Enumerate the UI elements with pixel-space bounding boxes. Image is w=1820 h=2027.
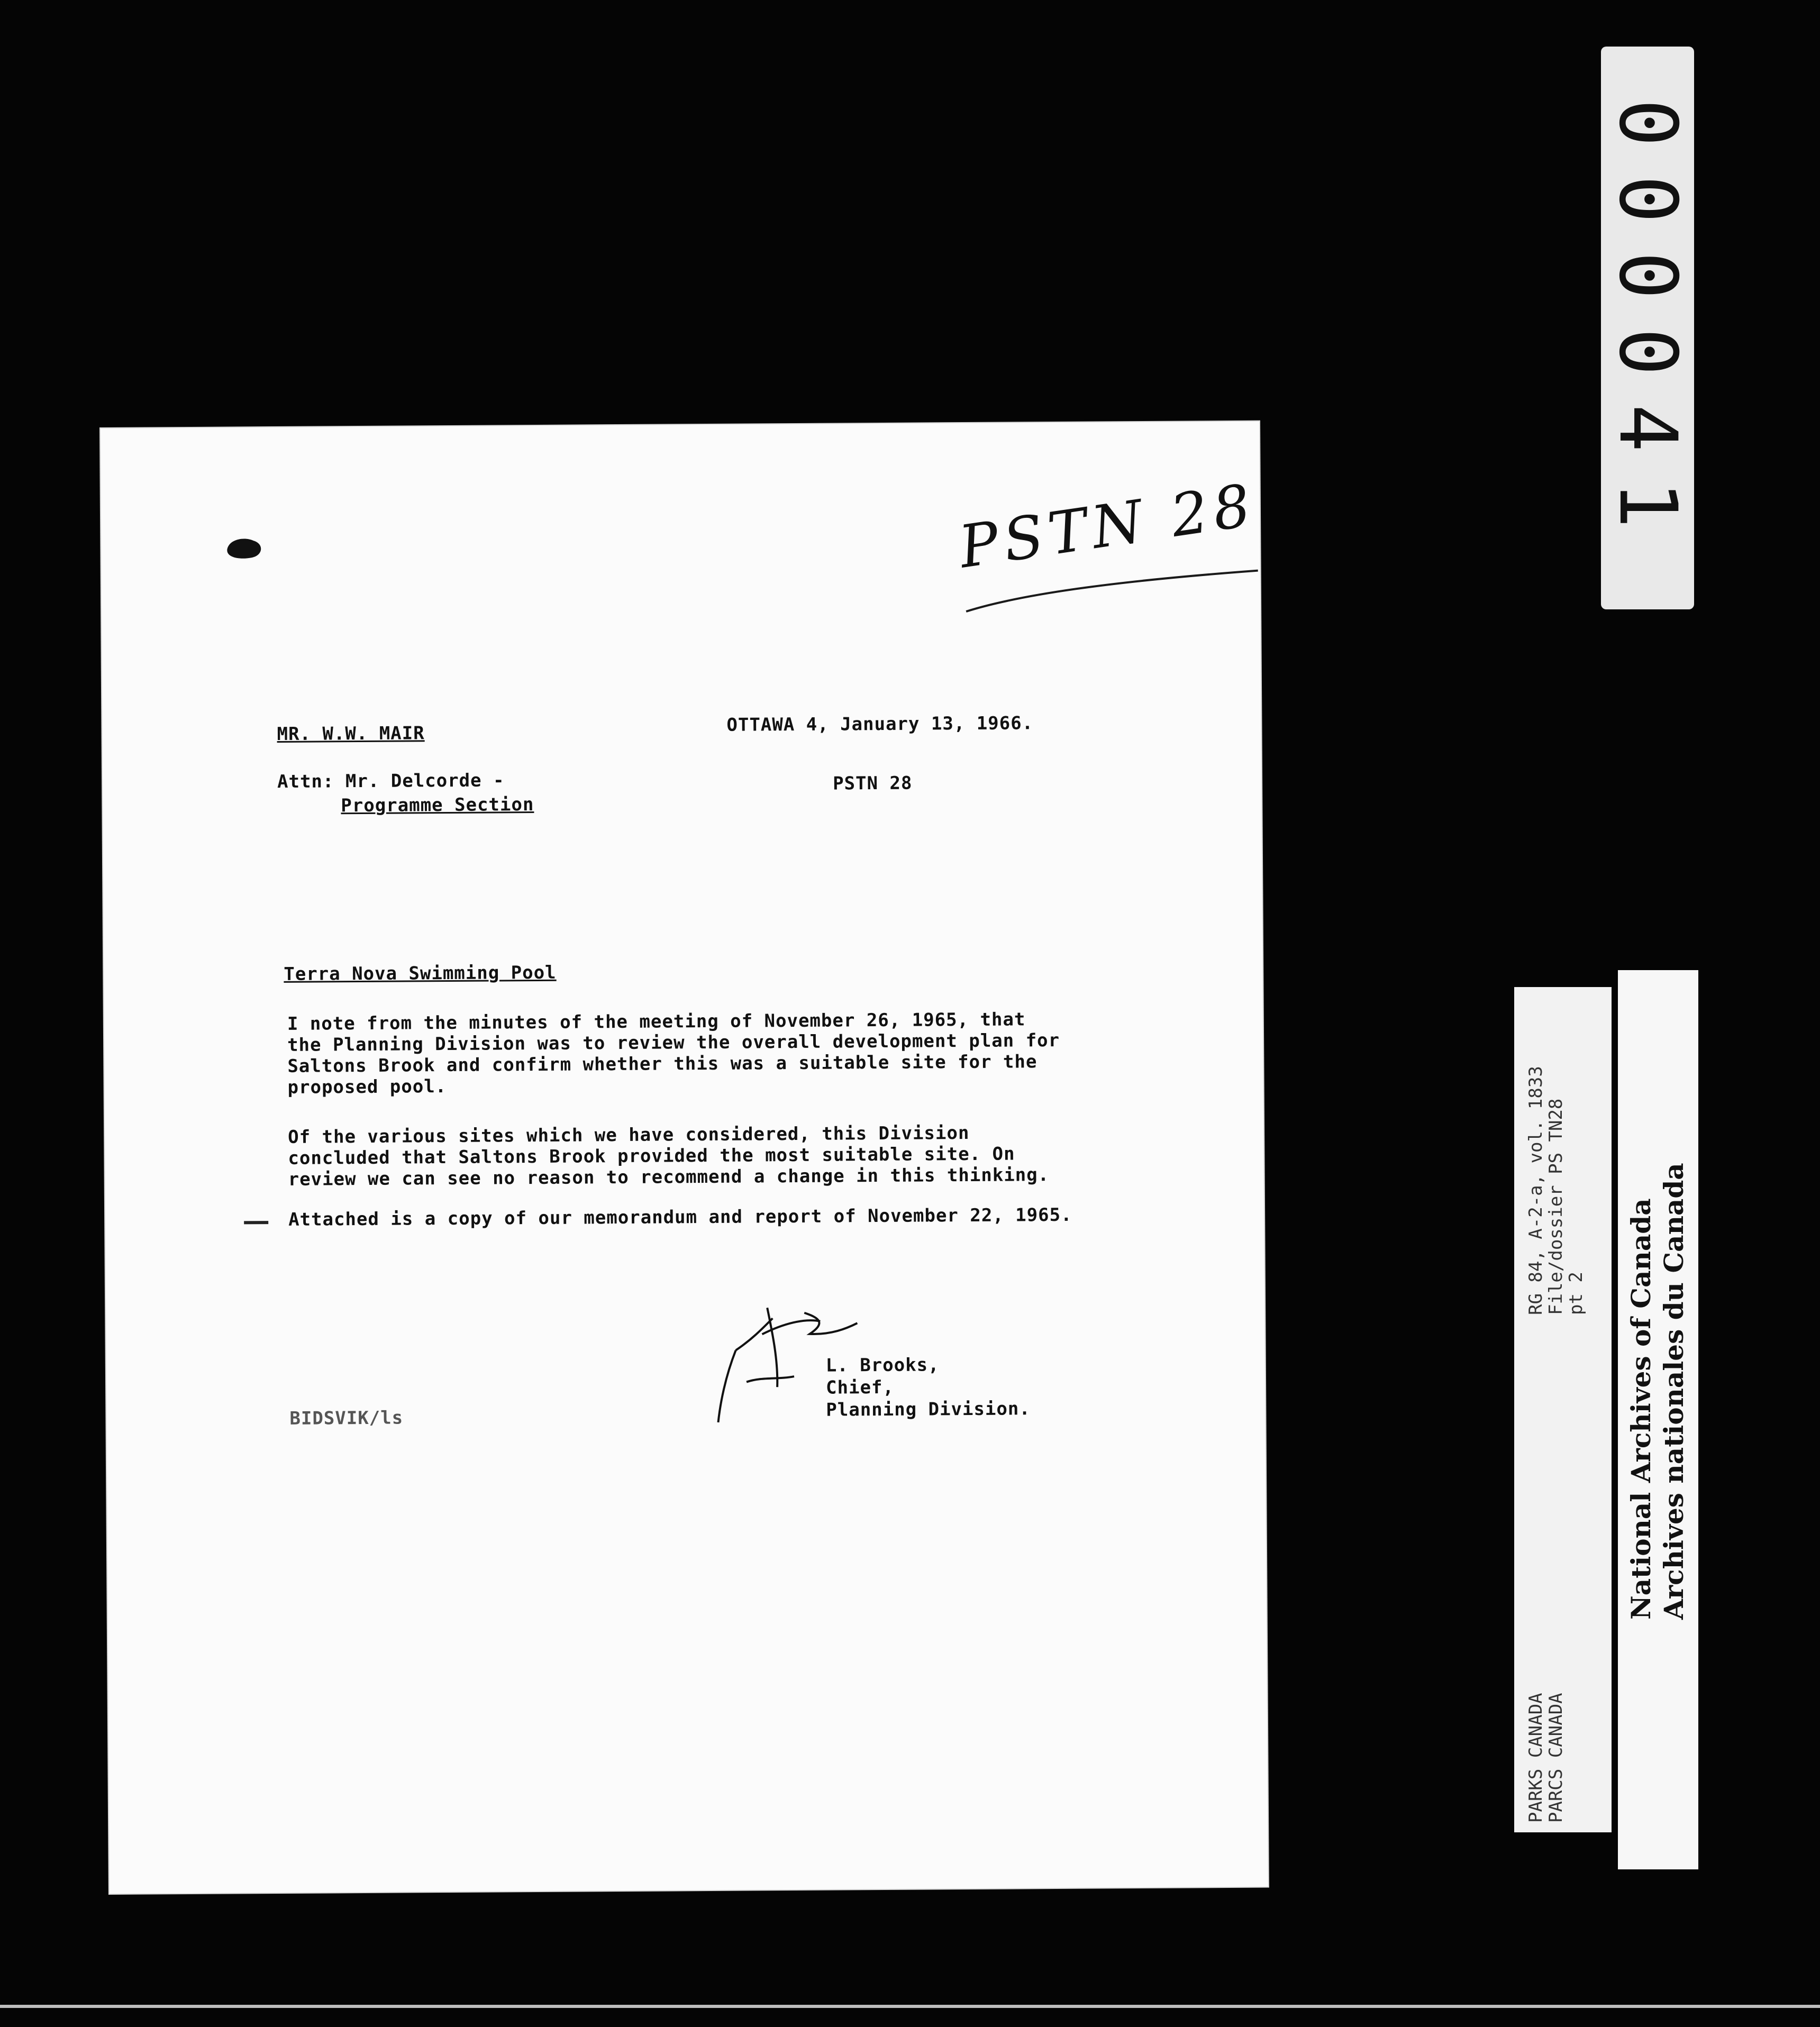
archives-line2: Archives nationales du Canada bbox=[1658, 1163, 1689, 1620]
archive-ref-1: RG 84, A-2-a, vol. 1833 bbox=[1525, 1066, 1546, 1315]
attn-section: Programme Section bbox=[341, 794, 534, 817]
paragraph-2: Of the various sites which we have considered, this Division concluded that Saltons Brook provided the most suitable site. On review we can see no reason to recommend a change in this thinking. bbox=[288, 1122, 1050, 1190]
signature-name: L. Brooks, bbox=[825, 1354, 940, 1376]
parks-line2: PARCS CANADA bbox=[1545, 1693, 1567, 1823]
subject: Terra Nova Swimming Pool bbox=[284, 962, 557, 985]
handwritten-underline bbox=[964, 564, 1261, 619]
margin-dash bbox=[244, 1221, 268, 1224]
paragraph-3: Attached is a copy of our memorandum and report of November 22, 1965. bbox=[288, 1204, 1072, 1230]
archive-ref-2: File/dossier PS TN28 bbox=[1545, 1098, 1567, 1315]
frame-counter-digits: 000041 bbox=[1601, 99, 1694, 557]
handwritten-file-ref: PSTN 28 bbox=[954, 471, 1260, 581]
reference-initials: BIDSVIK/ls bbox=[289, 1407, 404, 1429]
archive-ref-3: pt 2 bbox=[1566, 1272, 1587, 1315]
archives-line1: National Archives of Canada bbox=[1625, 1198, 1657, 1620]
paragraph-1: I note from the minutes of the meeting of November 26, 1965, that the Planning Division was to review the overall development plan for Saltons Brook and confirm whether this was a suitable site for the proposed pool. bbox=[287, 1009, 1060, 1098]
file-ref: PSTN 28 bbox=[833, 772, 913, 795]
place-date: OTTAWA 4, January 13, 1966. bbox=[726, 713, 1034, 736]
signature-title: Chief, bbox=[825, 1376, 895, 1399]
recipient: MR. W.W. MAIR bbox=[277, 723, 425, 745]
parks-line1: PARKS CANADA bbox=[1525, 1693, 1546, 1823]
signature-division: Planning Division. bbox=[826, 1398, 1031, 1421]
national-archives-label bbox=[1618, 970, 1698, 1869]
frame-counter bbox=[1601, 47, 1694, 609]
parks-canada-label bbox=[1514, 987, 1612, 1832]
attn-line: Attn: Mr. Delcorde - bbox=[277, 770, 505, 792]
scan-bottom-rule bbox=[0, 2005, 1820, 2008]
ink-blot-icon bbox=[224, 534, 266, 561]
letter-sheet bbox=[101, 422, 1268, 1894]
